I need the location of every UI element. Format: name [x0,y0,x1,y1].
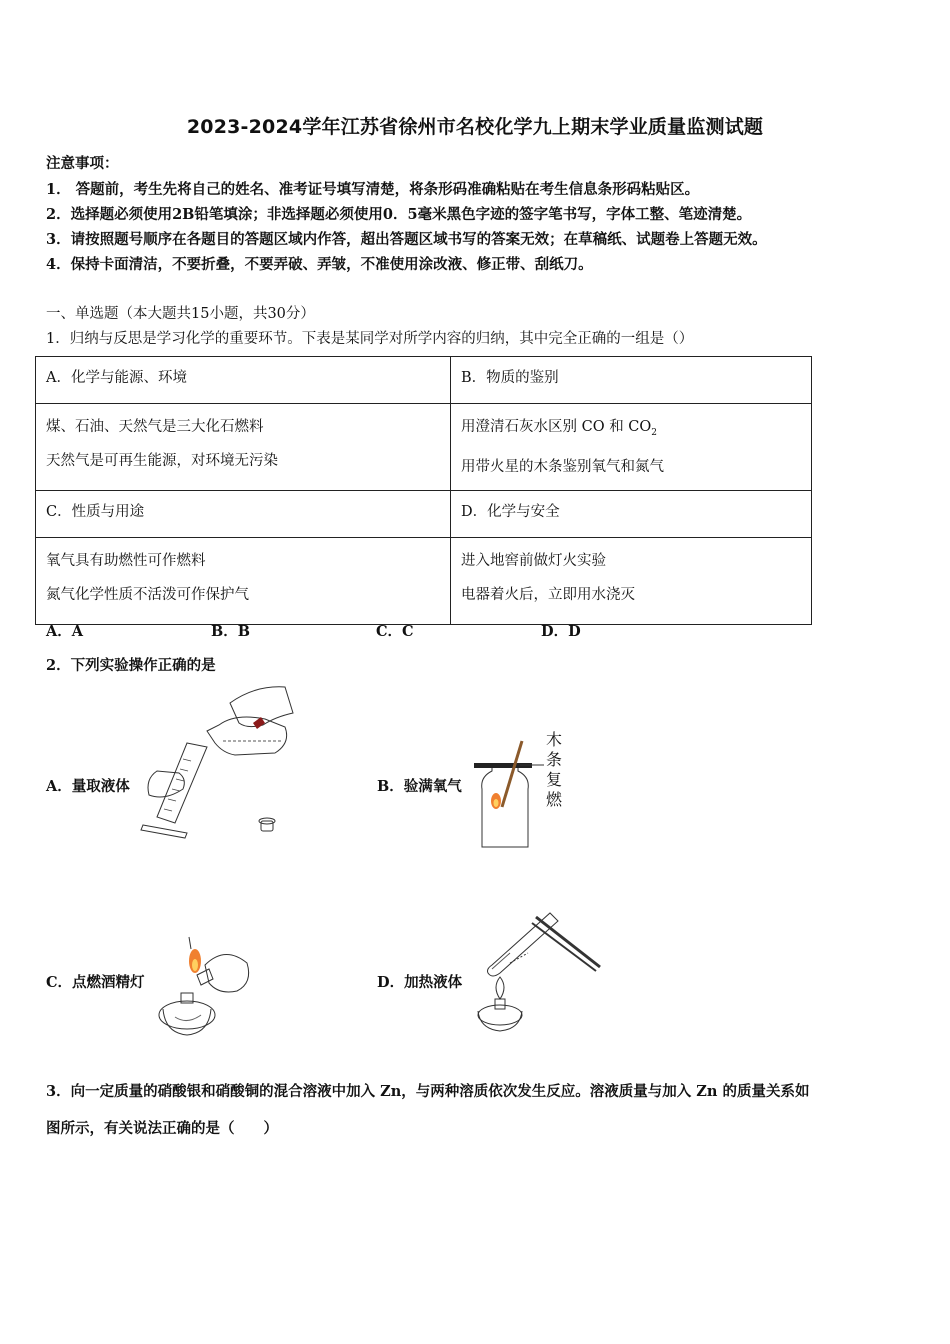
q1-option-b[interactable]: B．B [211,623,251,640]
q1-option-d[interactable]: D．D [541,623,581,640]
q1-c-line: 氧气具有助燃性可作燃料 [46,553,206,569]
q1-d-line: 电器着火后，立即用水浇灭 [461,587,635,603]
q1-cell-a-body [36,404,451,491]
q2-option-c[interactable]: C．点燃酒精灯 [46,974,145,991]
q3-line2: 图所示，有关说法正确的是（ ） [46,1120,278,1137]
q1-a-line: 煤、石油、天然气是三大化石燃料 [46,419,264,435]
q1-option-a[interactable]: A．A [46,623,84,640]
q1-stem: 1．归纳与反思是学习化学的重要环节。下表是某同学对所学内容的归纳，其中完全正确的一组是（） [46,331,694,347]
q2-stem: 2．下列实验操作正确的是 [46,657,216,674]
q1-d-line: 进入地窖前做灯火实验 [461,553,606,569]
alcohol-lamp-lighting-figure [155,935,260,1040]
q1-cell-c-head: C．性质与用途 [36,491,451,538]
q2-option-a[interactable]: A．量取液体 [46,778,130,795]
notice-item: 3．请按照题号顺序在各题目的答题区域内作答，超出答题区域书写的答案无效；在草稿纸、试题卷上答题无效。 [46,231,767,248]
q2-option-d[interactable]: D．加热液体 [377,974,463,991]
heating-tube-figure [470,905,605,1035]
notice-item: 4．保持卡面清洁，不要折叠，不要弄破、弄皱，不准使用涂改液、修正带、刮纸刀。 [46,256,593,273]
q1-cell-d-head: D．化学与安全 [451,491,812,538]
q1-b-line: 用带火星的木条鉴别氧气和氮气 [461,458,664,475]
notice-heading: 注意事项： [46,155,119,172]
b-annotation: 木 条 复 燃 [545,730,562,809]
measuring-cylinder-figure [135,683,300,843]
q1-cell-b-body [451,404,812,491]
q2-option-b[interactable]: B．验满氧气 [377,778,462,795]
notice-item: 1． 答题前，考生先将自己的姓名、准考证号填写清楚，将条形码准确粘贴在考生信息条形码粘贴区。 [46,181,700,198]
q1-cell-b-head: B．物质的鉴别 [451,357,812,404]
q1-cell-d-body [451,538,812,625]
q1-cell-a-head: A．化学与能源、环境 [36,357,451,404]
q1-table [35,356,812,625]
notice-item: 2．选择题必须使用2B铅笔填涂；非选择题必须使用0．5毫米黑色字迹的签字笔书写，字体工整、笔迹清楚。 [46,206,752,223]
page-title: 2023-2024学年江苏省徐州市名校化学九上期末学业质量监测试题 [186,116,764,138]
q1-b-line: 用澄清石灰水区别 CO 和 $CO_2$ [461,419,658,438]
q1-cell-c-body [36,538,451,625]
q1-c-line: 氮气化学性质不活泼可作保护气 [46,587,249,603]
q1-a-line: 天然气是可再生能源，对环境无污染 [46,453,278,469]
q3-line1: 3．向一定质量的硝酸银和硝酸铜的混合溶液中加入 Zn，与两种溶质依次发生反应。溶液质量与加入 Zn 的质量关系如 [46,1083,810,1100]
q1-option-c[interactable]: C．C [376,623,414,640]
section-heading: 一、单选题（本大题共15小题，共30分） [46,306,315,322]
